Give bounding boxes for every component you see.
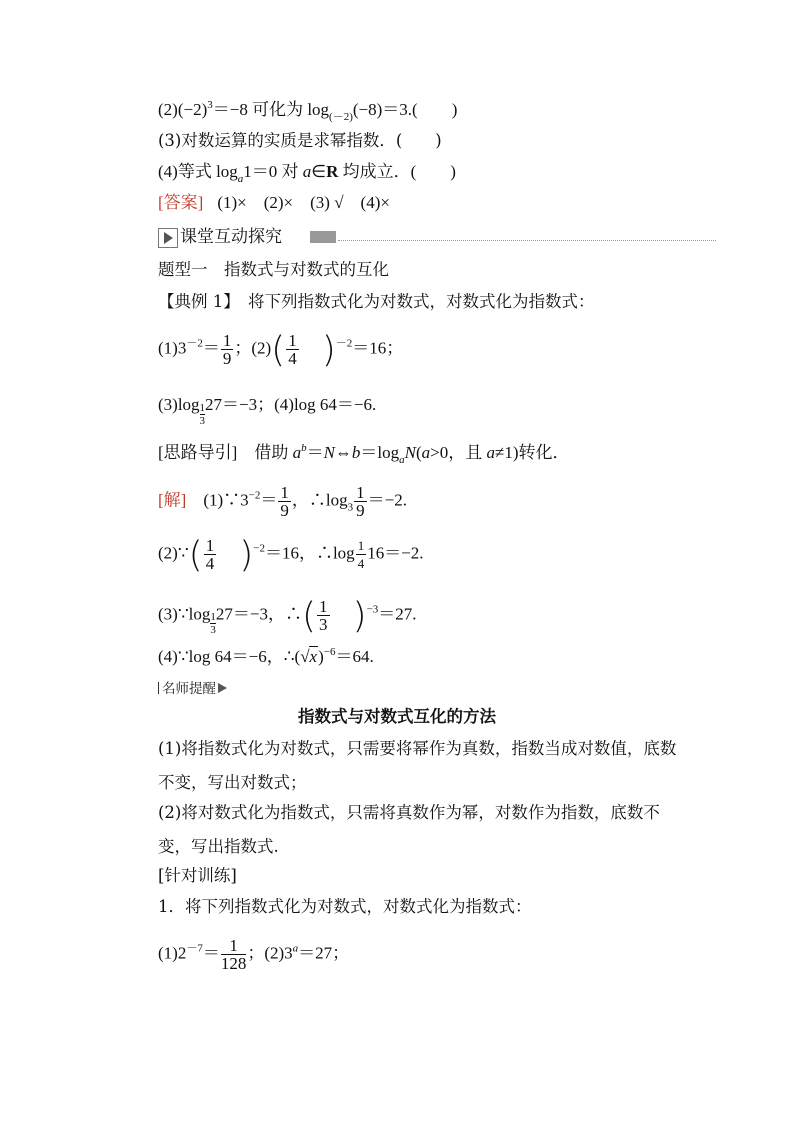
section-title: 课堂互动探究	[180, 227, 282, 247]
q4-var: a	[302, 162, 312, 181]
sol1-t2: ，∴log	[291, 490, 348, 510]
section-banner	[158, 226, 716, 248]
q4-post: 均成立．( )	[338, 162, 456, 181]
left-paren: (	[271, 329, 286, 371]
sol2-t3: 16＝−2.	[367, 543, 424, 563]
left-paren: (	[301, 595, 317, 637]
sqrt-sign: √	[300, 647, 310, 666]
ex1-e2: －2	[335, 337, 353, 350]
sol1-base: 3	[347, 501, 354, 514]
hint-t1: 借助	[237, 443, 293, 462]
tip-label: 名师提醒	[162, 681, 216, 697]
hint-t3: ⇔	[334, 443, 352, 462]
right-paren: )	[352, 595, 367, 637]
hint-b2: b	[351, 443, 361, 462]
sol3-t3: ＝27.	[378, 604, 417, 624]
example-text: 将下列指数式化为对数式，对数式化为指数式：	[231, 292, 595, 311]
ex2-t1: 27＝−3；(4)log 64＝−6.	[205, 395, 377, 414]
q4-pre: (4)等式 log	[158, 162, 238, 181]
ex1-eq1: ＝	[202, 338, 220, 358]
hint-n2: N	[404, 443, 416, 462]
hint-t7: ≠1)转化．	[495, 443, 570, 462]
example-label: 【典例 1】	[158, 292, 232, 311]
q2-mid: ＝−8 可化为 log	[212, 100, 330, 119]
banner-dotted-rule	[338, 240, 716, 241]
hint-t2: ＝	[306, 443, 324, 462]
hint-n: N	[323, 443, 335, 462]
pm-t2: ；(2)3	[247, 943, 293, 963]
hint-b: b	[301, 442, 307, 454]
fraction: $\frac{1}{128}$	[220, 936, 247, 973]
pm-t1: (1)2	[158, 943, 187, 963]
ex1-eq2: ＝16；	[352, 338, 404, 358]
answer-line	[158, 193, 390, 213]
solution-4	[158, 646, 374, 667]
pm-e2: a	[292, 942, 299, 955]
example-math-2	[158, 395, 376, 427]
right-paren: )	[239, 534, 254, 576]
ex1-p2: ；(2)	[234, 338, 272, 358]
method-paragraph-1	[122, 732, 680, 800]
sol4-t1: (4)∵log 64＝−6，∴(	[158, 647, 301, 666]
hint-t6: >0，且	[430, 443, 487, 462]
practice-1-math	[158, 937, 349, 972]
hint-line	[158, 442, 570, 466]
ex2-p1: (3)log	[158, 395, 200, 414]
solution-1	[158, 484, 407, 519]
q2-rhs: (−8)＝3.( )	[352, 100, 458, 119]
q2-exp: 3	[207, 99, 213, 111]
play-arrow-icon	[218, 683, 227, 693]
hint-label: [思路导引]	[158, 443, 238, 462]
q4-base: a	[237, 173, 244, 185]
sol4-t2: ＝64.	[335, 647, 374, 666]
ex1-e1: －2	[186, 337, 203, 350]
practice-label: [针对训练]	[158, 866, 237, 885]
teacher-tip	[158, 680, 227, 698]
fraction: $\frac{1}{4}$	[357, 538, 365, 571]
solution-label: [解]	[158, 490, 187, 510]
q4-set: ∈	[311, 162, 327, 181]
ex1-p1: (1)3	[158, 338, 187, 358]
solution-3	[158, 595, 417, 637]
arrow-box-icon	[158, 228, 178, 248]
sol2-e: −2	[253, 542, 265, 555]
hint-a: a	[292, 443, 302, 462]
banner-block	[310, 231, 336, 243]
hint-t4: ＝log	[360, 443, 400, 462]
sol1-eq: ＝	[260, 490, 278, 510]
answer-text: (1)× (2)× (3) √ (4)×	[217, 193, 390, 212]
question-2	[158, 99, 458, 123]
sol1-e: −2	[248, 489, 261, 502]
solution-2	[158, 534, 424, 576]
hint-a3: a	[421, 443, 431, 462]
q2-lhs: (2)(−2)	[158, 100, 208, 119]
fraction: $\frac{1}{9}$	[280, 483, 289, 520]
fraction: $\frac{1}{9}$	[356, 483, 365, 520]
sol3-e: −3	[366, 603, 379, 616]
sol1-t3: ＝−2.	[367, 490, 407, 510]
type-heading: 题型一 指数式与对数式的互化	[158, 260, 389, 279]
sol4-e: −6	[323, 646, 336, 658]
left-paren: (	[188, 534, 203, 576]
method-paragraph-2	[122, 796, 680, 864]
sol1-t1: (1)∵3	[186, 490, 249, 510]
fraction: $\frac{1}{9}$	[222, 331, 232, 368]
sol3-t1: (3)∵log	[158, 604, 211, 624]
fraction: $\frac{1}{4}$	[205, 536, 215, 573]
sol2-t2: ＝16，∴log	[264, 543, 355, 563]
right-paren: )	[321, 329, 336, 371]
question-4	[158, 162, 456, 185]
practice-1: 1．将下列指数式化为对数式，对数式化为指数式：	[158, 897, 532, 916]
method-title: 指数式与对数式互化的方法	[298, 707, 496, 726]
q4-bold-r: R	[326, 162, 339, 181]
fraction: $\frac{1}{3}$	[319, 597, 328, 634]
example-line	[158, 292, 595, 312]
q2-base: (－2)	[329, 111, 353, 123]
pm-e1: －7	[186, 942, 203, 955]
hint-t5: (	[416, 443, 422, 462]
pm-eq: ＝	[202, 943, 220, 963]
question-3: (3)对数运算的实质是求幂指数．( )	[158, 131, 442, 150]
tip-bar	[158, 682, 159, 694]
close-paren: )	[318, 647, 324, 666]
fraction: $\frac{1}{4}$	[288, 331, 297, 368]
method-1-text: (1)将指数式化为对数式，只需要将幂作为真数，指数当成对数值，底数不变，写出对数式；	[158, 739, 677, 792]
q4-mid: 1＝0 对	[243, 162, 303, 181]
pm-t3: ＝27；	[298, 943, 350, 963]
subscript-fraction: $\frac{1}{3}$	[210, 611, 216, 637]
subscript-fraction: $\frac{1}{3}$	[199, 402, 206, 427]
answer-label: [答案]	[158, 193, 204, 212]
hint-a4: a	[486, 443, 496, 462]
example-math-1	[158, 329, 404, 371]
sol3-t2: 27＝−3，∴	[215, 604, 302, 624]
sol2-t1: (2)∵	[158, 543, 189, 563]
hint-a2: a	[399, 454, 405, 466]
method-2-text: (2)将对数式化为指数式，只需将真数作为幂，对数作为指数，底数不变，写出指数式.	[158, 803, 660, 856]
sqrt-x: x	[309, 647, 318, 666]
